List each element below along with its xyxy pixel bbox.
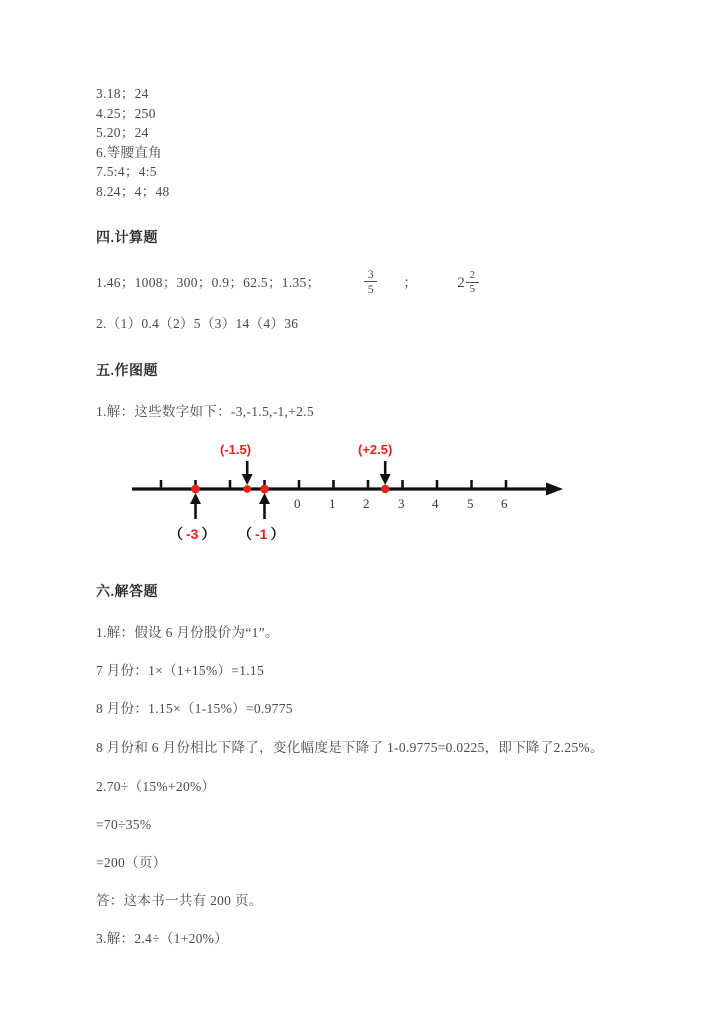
answer-line: 3.18；24 [96,86,149,101]
fraction-denominator: 5 [367,282,375,296]
solution-paragraph: 7 月份：1×（1+15%）=1.15 [96,663,265,678]
answer-line: 6.等腰直角 [96,144,162,160]
paren-open: （ [238,526,252,542]
axis-tick-label-2: 2 [363,496,370,511]
fraction-three-fifths [364,268,377,295]
solution-paragraph: =70÷35% [96,817,152,832]
calculation-answers-row [96,269,656,296]
axis-tick-label-6: 6 [501,496,508,511]
page-content [96,84,656,949]
answer-line: 8.24；4；48 [96,183,170,199]
axis-tick-label-4: 4 [432,496,439,511]
drawing-answer-line: 1.解：这些数字如下：-3,-1.5,-1,+2.5 [96,404,314,419]
answer-line: 7.5:4；4:5 [96,164,157,179]
solution-paragraph: 答：这本书一共有 200 页。 [96,893,263,908]
point-marker-plus-2-5 [381,485,389,493]
arrow-up-minus-3 [190,493,201,519]
calc-answers-prefix: 1.46；1008；300；0.9；62.5；1.35； [96,274,321,290]
fraction-numerator: 3 [367,267,375,281]
arrow-down-minus-1-5 [242,461,253,485]
point-marker-minus-1-5 [243,485,251,493]
paren-open: （ [169,526,183,542]
section-heading-drawing: 五.作图题 [96,364,158,379]
mixed-whole-part: 2 [457,274,466,291]
mixed-number-two-and-two-fifths [457,270,479,295]
solution-paragraph: 8 月份：1.15×（1-15%）=0.9775 [96,701,293,716]
axis-arrowhead [546,483,563,496]
label-value: -1 [255,526,268,542]
label-minus-3 [169,524,215,544]
point-marker-minus-1 [260,485,269,494]
number-line-figure [122,444,592,569]
mixed-fraction-part [466,270,479,295]
label-value: -3 [186,526,199,542]
fraction-denominator: 5 [469,283,476,295]
answer-line: 4.25；250 [96,105,156,121]
arrow-up-minus-1 [259,493,270,519]
axis-tick-label-0: 0 [294,496,301,511]
label-minus-1 [238,524,284,544]
solution-paragraph: =200（页） [96,855,167,870]
section-heading-solution: 六.解答题 [96,585,158,600]
axis-tick-label-3: 3 [398,496,405,511]
label-plus-2-5: (+2.5) [358,442,393,457]
solution-paragraph: 3.解：2.4÷（1+20%） [96,931,229,946]
axis-tick-label-5: 5 [467,496,474,511]
solution-paragraph: 2.70÷（15%+20%） [96,779,216,794]
solution-paragraph: 1.解：假设 6 月份股价为“1”。 [96,625,279,640]
fraction-numerator: 2 [469,269,476,281]
solution-paragraph: 8 月份和 6 月份相比下降了，变化幅度是下降了 1-0.9775=0.0225，即下降了2.25%。 [96,740,604,755]
answer-key-list [96,84,656,201]
label-minus-1-5: (-1.5) [220,442,252,457]
paren-close: ） [201,526,216,542]
answer-line: 5.20；24 [96,125,149,140]
calculation-answers-line-2: 2.（1）0.4（2）5（3）14（4）36 [96,316,299,331]
number-line-svg [122,444,592,569]
axis-tick-label-1: 1 [329,496,336,511]
calc-separator: ； [403,274,418,290]
section-heading-calculation: 四.计算题 [96,231,158,246]
point-marker-minus-3 [191,485,200,494]
arrow-down-plus-2-5 [380,461,391,485]
paren-close: ） [270,526,285,542]
